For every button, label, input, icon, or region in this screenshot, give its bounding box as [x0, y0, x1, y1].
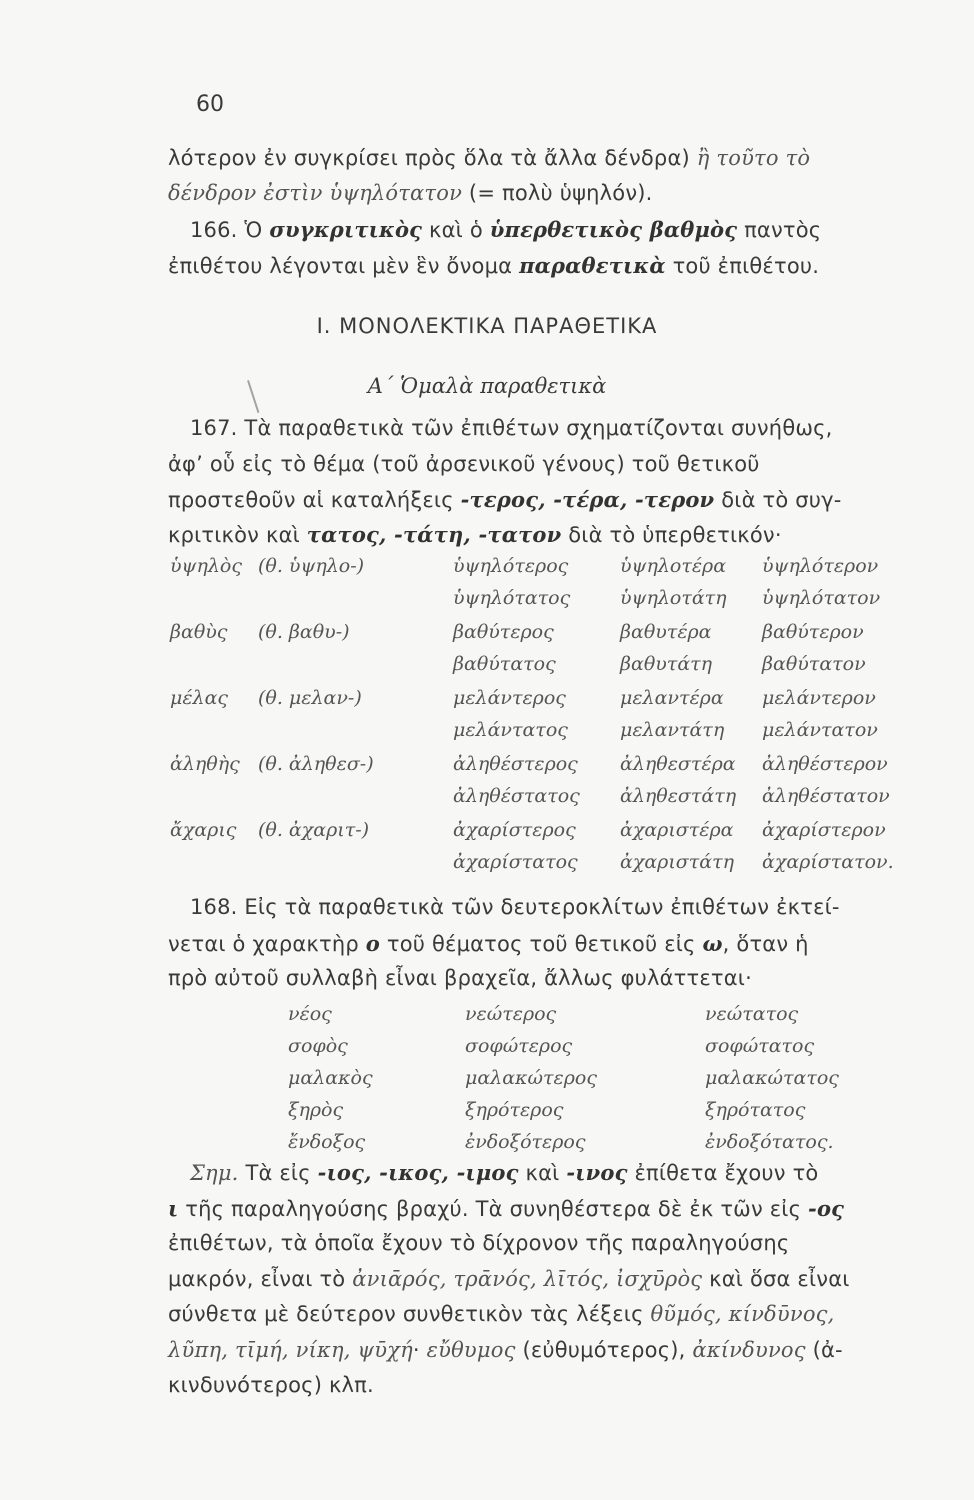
p168-text: , ὅταν ἡ — [722, 932, 809, 956]
paragraph-168-line-3: πρὸ αὐτοῦ συλλαβὴ εἶναι βραχεῖα, ἄλλως φυλάττεται· — [168, 966, 752, 990]
note-line-3: ἐπιθέτων, τὰ ὁποῖα ἔχουν τὸ δίχρονον τῆς παραληγούσης — [168, 1231, 790, 1255]
note-label: Σημ. — [190, 1161, 239, 1185]
paragraph-168-line-2 — [168, 931, 809, 956]
table-cell-comparative: σοφώτερος — [465, 1035, 573, 1057]
paragraph-167-line-2: ἀφ’ οὗ εἰς τὸ θέμα (τοῦ ἀρσενικοῦ γένους) τοῦ θετικοῦ — [168, 452, 760, 476]
p166-text: 166. Ὁ — [190, 218, 270, 242]
note-line-7: κινδυνότερος) κλπ. — [168, 1373, 374, 1397]
table-cell-superlative-fem: βαθυτάτη — [620, 653, 713, 675]
note-line-5 — [168, 1302, 835, 1326]
p167-text: προστεθοῦν αἱ καταλήξεις — [168, 488, 461, 512]
paragraph-166-line-1 — [190, 217, 821, 242]
table-cell-superlative: σοφώτατος — [705, 1035, 815, 1057]
table-cell-superlative-masc: ὑψηλότατος — [453, 587, 571, 609]
note-text: σύνθετα μὲ δεύτερον συνθετικὸν τὰς λέξεις — [168, 1302, 651, 1326]
p167-text: κριτικὸν καὶ — [168, 523, 307, 547]
table-cell-superlative: ἐνδοξότατος. — [705, 1131, 834, 1153]
table-cell-superlative-fem: ἀληθεστάτη — [620, 785, 737, 807]
comparative-endings: -τερος, -τέρα, -τερον — [460, 487, 715, 512]
note-endings: -ινος — [566, 1160, 628, 1185]
table-cell-positive: ἔνδοξος — [288, 1131, 366, 1153]
table-cell-superlative-neut: ὑψηλότατον — [762, 587, 881, 609]
table-cell-superlative-fem: ὑψηλοτάτη — [620, 587, 727, 609]
note-line-1 — [190, 1160, 818, 1185]
table-cell-comparative-masc: μελάντερος — [453, 687, 566, 709]
character-omicron: ο — [365, 931, 380, 956]
table-cell-stem: (θ. βαθυ-) — [258, 621, 350, 643]
intro-italic: ἢ τοῦτο τὸ — [696, 146, 811, 170]
note-examples: εὔθυμος — [426, 1338, 516, 1362]
superlative-endings: τατος, -τάτη, -τατον — [306, 522, 562, 547]
table-cell-comparative-fem: μελαντέρα — [620, 687, 724, 709]
table-cell-superlative-masc: μελάντατος — [453, 719, 568, 741]
note-line-4 — [168, 1267, 850, 1291]
p168-text: τοῦ θέματος τοῦ θετικοῦ εἰς — [379, 932, 703, 956]
note-text: (εὐθυμότερος), — [515, 1338, 693, 1362]
table-cell-word: μέλας — [170, 687, 229, 709]
note-examples: ἀνιᾱρός, τρᾱνός, λῑτός, ἰσχῡρὸς — [352, 1267, 703, 1291]
table-cell-positive: μαλακὸς — [288, 1067, 373, 1089]
table-cell-stem: (θ. μελαν-) — [258, 687, 362, 709]
table-cell-word: ἄχαρις — [170, 819, 237, 841]
paragraph-168-line-1: 168. Εἰς τὰ παραθετικὰ τῶν δευτεροκλίτων ἐπιθέτων ἐκτεί- — [190, 895, 840, 919]
table-cell-superlative-neut: ἀχαρίστατον. — [762, 851, 894, 873]
table-cell-comparative-fem: βαθυτέρα — [620, 621, 712, 643]
table-cell-comparative: ξηρότερος — [465, 1099, 564, 1121]
table-cell-comparative-masc: ἀληθέστερος — [453, 753, 578, 775]
p167-text: διὰ τὸ ὑπερθετικόν· — [561, 523, 782, 547]
character-omega: ω — [702, 931, 723, 956]
table-cell-stem: (θ. ἀληθεσ-) — [258, 753, 374, 775]
table-cell-word: ἀληθὴς — [170, 753, 240, 775]
note-endings: -ος — [808, 1196, 845, 1221]
table-cell-stem: (θ. ἀχαριτ-) — [258, 819, 370, 841]
section-heading: Ι. ΜΟΝΟΛΕΚΤΙΚΑ ΠΑΡΑΘΕΤΙΚΑ — [316, 314, 658, 338]
intro-line-2 — [168, 181, 653, 205]
note-examples: ἀκίνδυνος — [692, 1338, 806, 1362]
intro-line-1 — [168, 146, 810, 170]
p166-text: ἐπιθέτου λέγονται μὲν ἓν ὄνομα — [168, 254, 520, 278]
note-line-6 — [168, 1338, 843, 1362]
note-iota: ι — [168, 1196, 179, 1221]
table-cell-comparative-neut: ὑψηλότερον — [762, 555, 879, 577]
table-cell-positive: ξηρὸς — [288, 1099, 344, 1121]
table-cell-positive: σοφὸς — [288, 1035, 348, 1057]
table-cell-comparative-neut: βαθύτερον — [762, 621, 864, 643]
table-cell-comparative-fem: ἀχαριστέρα — [620, 819, 734, 841]
table-cell-comparative: ἐνδοξότερος — [465, 1131, 586, 1153]
note-line-2 — [168, 1196, 844, 1221]
note-endings: -ιος, -ικος, -ιμος — [317, 1160, 519, 1185]
table-cell-superlative-neut: ἀληθέστατον — [762, 785, 890, 807]
table-cell-superlative-neut: βαθύτατον — [762, 653, 866, 675]
table-cell-word: βαθὺς — [170, 621, 228, 643]
table-cell-comparative-fem: ὑψηλοτέρα — [620, 555, 727, 577]
table-cell-superlative-neut: μελάντατον — [762, 719, 878, 741]
p166-text: καὶ ὁ — [422, 218, 490, 242]
note-text: μακρόν, εἶναι τὸ — [168, 1267, 353, 1291]
table-cell-superlative-masc: ἀληθέστατος — [453, 785, 580, 807]
table-cell-comparative: μαλακώτερος — [465, 1067, 597, 1089]
paragraph-166-line-2 — [168, 253, 819, 278]
table-cell-superlative-masc: ἀχαρίστατος — [453, 851, 578, 873]
table-cell-comparative: νεώτερος — [465, 1003, 557, 1025]
table-cell-stem: (θ. ὑψηλο-) — [258, 555, 365, 577]
table-cell-word: ὑψηλὸς — [170, 555, 242, 577]
note-text: καὶ ὅσα εἶναι — [702, 1267, 850, 1291]
term-parathetika: παραθετικὰ — [519, 253, 666, 278]
subsection-heading: Α΄ Ὁμαλὰ παραθετικὰ — [367, 374, 607, 398]
note-text: (ἀ- — [805, 1338, 843, 1362]
table-cell-comparative-masc: βαθύτερος — [453, 621, 554, 643]
paragraph-167-line-4 — [168, 522, 782, 547]
p167-text: διὰ τὸ συγ- — [714, 488, 842, 512]
page-number: 60 — [196, 92, 224, 117]
p168-text: νεται ὁ χαρακτὴρ — [168, 932, 366, 956]
p166-text: παντὸς — [737, 218, 822, 242]
table-cell-superlative: ξηρότατος — [705, 1099, 806, 1121]
note-text: Τὰ εἰς — [238, 1161, 318, 1185]
table-cell-superlative: νεώτατος — [705, 1003, 799, 1025]
term-comparative: συγκριτικὸς — [269, 217, 423, 242]
table-cell-comparative-fem: ἀληθεστέρα — [620, 753, 736, 775]
note-examples: θῦμός, κίνδῡνος, — [650, 1302, 835, 1326]
note-text: ἐπίθετα ἔχουν τὸ — [627, 1161, 819, 1185]
p166-text: τοῦ ἐπιθέτου. — [665, 254, 820, 278]
table-cell-comparative-masc: ἀχαρίστερος — [453, 819, 576, 841]
intro-text: λότερον ἐν συγκρίσει πρὸς ὅλα τὰ ἄλλα δένδρα) — [168, 146, 697, 170]
term-superlative: ὑπερθετικὸς βαθμὸς — [489, 217, 738, 242]
table-cell-positive: νέος — [288, 1003, 332, 1025]
table-cell-superlative-masc: βαθύτατος — [453, 653, 556, 675]
table-cell-superlative: μαλακώτατος — [705, 1067, 839, 1089]
intro-text: (= πολὺ ὑψηλόν). — [462, 181, 653, 205]
note-text: · — [412, 1338, 427, 1362]
table-cell-comparative-neut: ἀληθέστερον — [762, 753, 888, 775]
note-examples: λῦπη, τῑμή, νίκη, ψῡχή — [168, 1338, 413, 1362]
table-cell-superlative-fem: ἀχαριστάτη — [620, 851, 734, 873]
paragraph-167-line-1: 167. Τὰ παραθετικὰ τῶν ἐπιθέτων σχηματίζονται συνήθως, — [190, 416, 833, 440]
table-cell-comparative-masc: ὑψηλότερος — [453, 555, 569, 577]
paragraph-167-line-3 — [168, 487, 842, 512]
note-text: τῆς παραληγούσης βραχύ. Τὰ συνηθέστερα δὲ ἐκ τῶν εἰς — [178, 1197, 809, 1221]
intro-italic: δένδρον ἐστὶν ὑψηλότατον — [168, 181, 463, 205]
table-cell-superlative-fem: μελαντάτη — [620, 719, 725, 741]
note-text: καὶ — [518, 1161, 567, 1185]
table-cell-comparative-neut: ἀχαρίστερον — [762, 819, 886, 841]
table-cell-comparative-neut: μελάντερον — [762, 687, 876, 709]
